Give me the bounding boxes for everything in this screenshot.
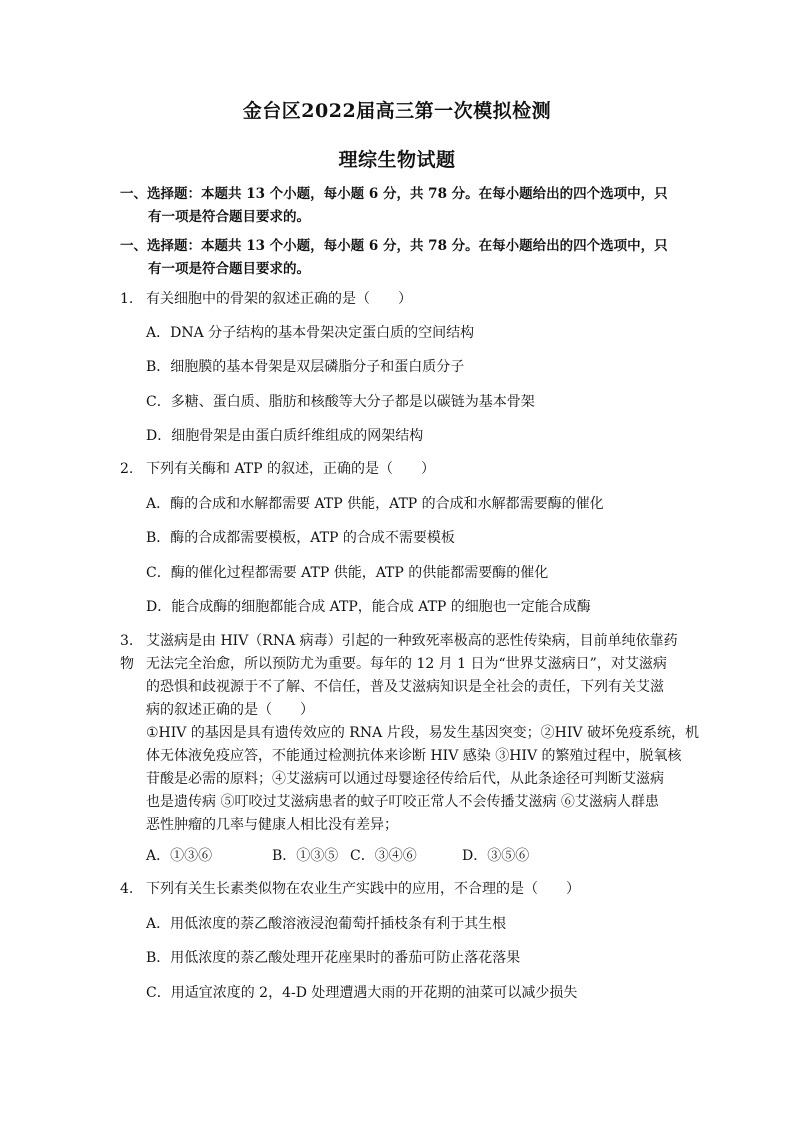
- section-instruction: [120, 235, 680, 281]
- question-number: 3.: [120, 633, 134, 649]
- statement-line: 体无体液免疫应答，不能通过检测抗体来诊断 HIV 感染 ③HIV 的繁殖过程中，脱氧核: [146, 748, 682, 764]
- section-instruction: [120, 183, 680, 229]
- question-4-option-c: C．用适宜浓度的 2，4-D 处理遭遇大雨的开花期的油菜可以减少损失: [146, 985, 578, 1001]
- statement-line: 也是遗传病 ⑤叮咬过艾滋病患者的蚊子叮咬正常人不会传播艾滋病 ⑥艾滋病人群患: [146, 794, 659, 810]
- question-2-option-b: B．酶的合成都需要模板，ATP 的合成不需要模板: [146, 530, 455, 546]
- question-1-option-d: D．细胞骨架是由蛋白质纤维组成的网架结构: [146, 428, 424, 444]
- question-2-option-c: C．酶的催化过程都需要 ATP 供能，ATP 的供能都需要酶的催化: [146, 565, 549, 581]
- question-1-stem: [120, 288, 680, 311]
- exam-title: 金台区2022届高三第一次模拟检测: [242, 100, 552, 122]
- question-3-stem-continued: [146, 653, 676, 722]
- question-1-option-a: A．DNA 分子结构的基本骨架决定蛋白质的空间结构: [146, 325, 475, 341]
- question-3-statements: [146, 722, 699, 837]
- question-number: 1.: [120, 291, 134, 307]
- question-text: 下列有关酶和 ATP 的叙述，正确的是（ ）: [146, 461, 436, 477]
- question-4-option-a: A．用低浓度的萘乙酸溶液浸泡葡萄扦插枝条有利于其生根: [146, 916, 507, 932]
- question-text: 有关细胞中的骨架的叙述正确的是（ ）: [146, 291, 412, 307]
- section-instruction-line2: 有一项是符合题目要求的。: [148, 209, 310, 225]
- question-2-option-d: D．能合成酶的细胞都能合成 ATP，能合成 ATP 的细胞也一定能合成酶: [146, 599, 591, 615]
- question-4-option-b: B．用低浓度的萘乙酸处理开花座果时的番茄可防止落花落果: [146, 950, 521, 966]
- statement-line: 恶性肿瘤的几率与健康人相比没有差异；: [146, 817, 398, 833]
- question-text: 下列有关生长素类似物在农业生产实践中的应用，不合理的是（ ）: [146, 881, 580, 897]
- question-1-option-c: C．多糖、蛋白质、脂肪和核酸等大分子都是以碳链为基本骨架: [146, 394, 535, 410]
- question-3-option-d: D．③⑤⑥: [462, 848, 530, 864]
- statement-line: ①HIV 的基因是具有遗传效应的 RNA 片段，易发生基因突变；②HIV 破坏免疫系统，机: [146, 725, 699, 741]
- question-3-option-b: B．①③⑤: [272, 848, 339, 864]
- question-number: 2.: [120, 461, 134, 477]
- exam-subtitle: 理综生物试题: [338, 149, 456, 171]
- question-3-option-c: C．③④⑥: [350, 848, 417, 864]
- question-text-line: 无法完全治愈，所以预防尤为重要。每年的 12 月 1 日为“世界艾滋病日”，对艾滋病: [146, 656, 667, 672]
- question-4-stem: [120, 878, 680, 901]
- section-instruction-line2: 有一项是符合题目要求的。: [148, 261, 310, 277]
- question-3-options: [146, 846, 529, 866]
- question-text-line: 病的叙述正确的是（ ）: [146, 702, 314, 718]
- question-3-option-a: A．①③⑥: [146, 848, 213, 864]
- question-1-option-b: B．细胞膜的基本骨架是双层磷脂分子和蛋白质分子: [146, 359, 465, 375]
- question-2-option-a: A．酶的合成和水解都需要 ATP 供能，ATP 的合成和水解都需要酶的催化: [146, 496, 604, 512]
- section-instruction-line1: 一、选择题：本题共 13 个小题，每小题 6 分，共 78 分。在每小题给出的四个选项中，只: [120, 186, 668, 202]
- question-text-line: 艾滋病是由 HIV（RNA 病毒）引起的一种致死率极高的恶性传染病，目前单纯依靠药物: [120, 633, 678, 672]
- statement-line: 苷酸是必需的原料；④艾滋病可以通过母婴途径传给后代，从此条途径可判断艾滋病: [146, 771, 664, 787]
- question-2-stem: [120, 458, 680, 481]
- question-text-line: 的恐惧和歧视源于不了解、不信任，普及艾滋病知识是全社会的责任，下列有关艾滋: [146, 679, 664, 695]
- question-number: 4.: [120, 881, 134, 897]
- section-instruction-line1: 一、选择题：本题共 13 个小题，每小题 6 分，共 78 分。在每小题给出的四个选项中，只: [120, 238, 668, 254]
